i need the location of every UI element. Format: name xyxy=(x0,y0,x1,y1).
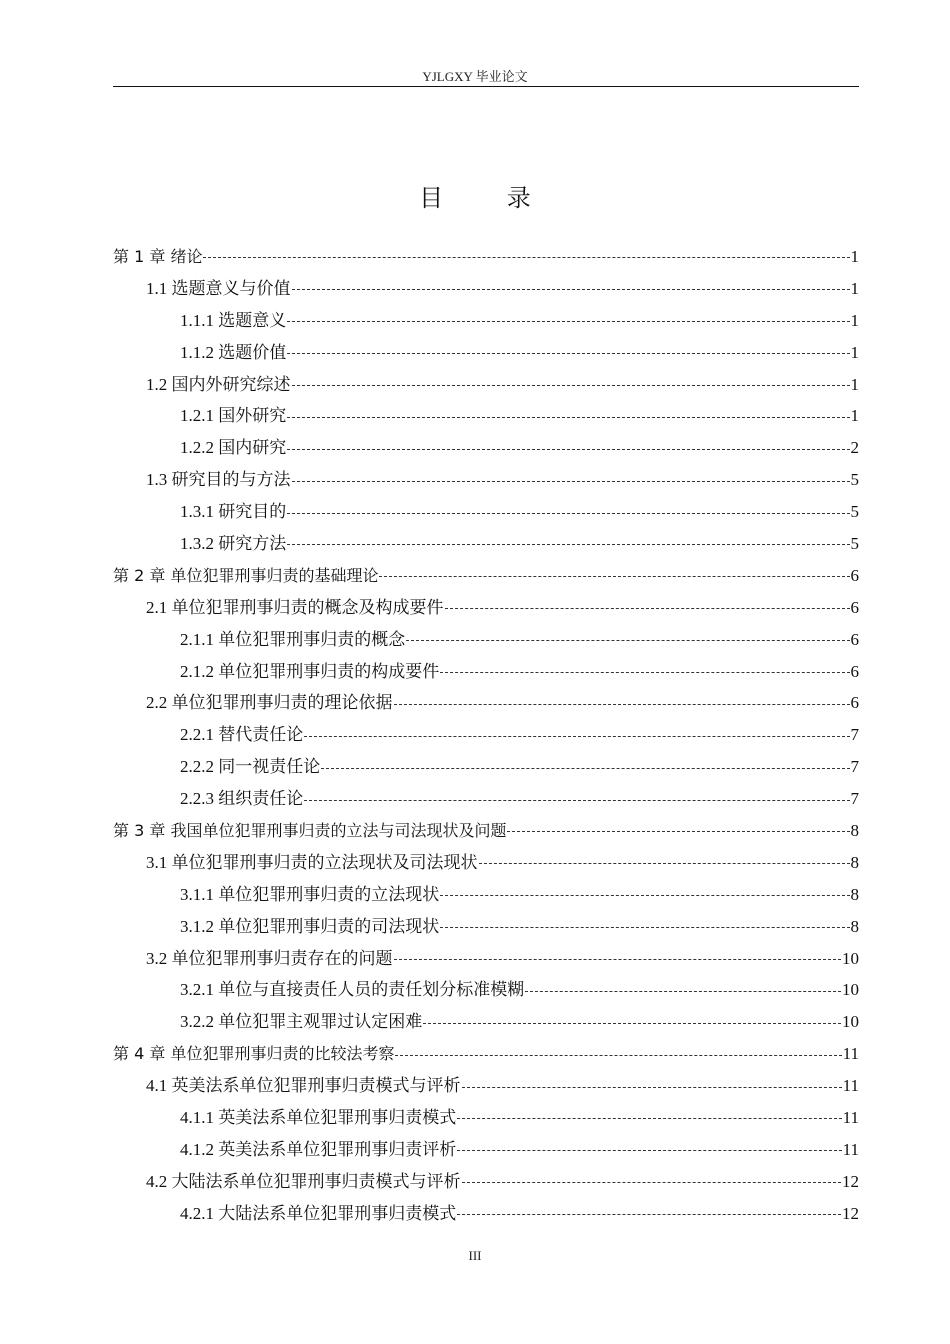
toc-entry[interactable] xyxy=(113,400,859,432)
toc-leader-line xyxy=(321,768,849,769)
toc-entry-title: 第 1 章 绪论 xyxy=(113,247,203,266)
page-number: III xyxy=(468,1248,482,1263)
toc-entry[interactable] xyxy=(113,528,859,560)
toc-leader-line xyxy=(287,353,849,354)
toc-entry-page: 10 xyxy=(842,1012,859,1032)
toc-entry[interactable] xyxy=(113,719,859,751)
toc-entry-title: 1.3.2 研究方法 xyxy=(180,534,287,554)
toc-entry-title: 1.2.1 国外研究 xyxy=(180,406,287,426)
toc-entry-page: 8 xyxy=(850,916,859,936)
toc-title: 目 录 xyxy=(419,184,559,212)
toc-leader-line xyxy=(304,800,849,801)
toc-leader-line xyxy=(440,927,849,928)
toc-entry[interactable] xyxy=(113,879,859,911)
toc-entry-page: 8 xyxy=(850,884,859,904)
toc-entry[interactable] xyxy=(113,815,859,847)
toc-entry-page: 1 xyxy=(850,310,859,330)
toc-entry[interactable] xyxy=(113,305,859,337)
toc-entry-page: 10 xyxy=(842,980,859,1000)
toc-entry-title: 1.3.1 研究目的 xyxy=(180,502,287,522)
toc-leader-line xyxy=(462,1182,842,1183)
toc-leader-line xyxy=(292,481,850,482)
toc-entry-title: 3.2.1 单位与直接责任人员的责任划分标准模糊 xyxy=(180,980,525,1000)
toc-entry-title: 2.2.3 组织责任论 xyxy=(180,789,304,809)
toc-entry-title: 4.1 英美法系单位犯罪刑事归责模式与评析 xyxy=(146,1076,461,1096)
toc-entry-page: 12 xyxy=(842,1203,859,1223)
toc-entry-page: 1 xyxy=(850,374,859,394)
toc-entry[interactable] xyxy=(113,943,859,975)
toc-entry-page: 6 xyxy=(850,597,859,617)
toc-entry-title: 2.2 单位犯罪刑事归责的理论依据 xyxy=(146,693,393,713)
toc-entry-title: 3.2 单位犯罪刑事归责存在的问题 xyxy=(146,948,393,968)
toc-entry-title: 2.1.2 单位犯罪刑事归责的构成要件 xyxy=(180,661,440,681)
toc-entry-title: 3.1.1 单位犯罪刑事归责的立法现状 xyxy=(180,884,440,904)
toc-leader-line xyxy=(287,513,849,514)
toc-leader-line xyxy=(203,257,849,258)
toc-leader-line xyxy=(445,608,850,609)
toc-entry-title: 2.1.1 单位犯罪刑事归责的概念 xyxy=(180,629,406,649)
toc-entry-title: 4.1.2 英美法系单位犯罪刑事归责评析 xyxy=(180,1139,457,1159)
toc-entry-page: 8 xyxy=(850,821,859,841)
toc-entry[interactable] xyxy=(113,560,859,592)
toc-entry-page: 10 xyxy=(842,948,859,968)
toc-entry-title: 3.1.2 单位犯罪刑事归责的司法现状 xyxy=(180,916,440,936)
toc-entry[interactable] xyxy=(113,464,859,496)
toc-leader-line xyxy=(394,704,850,705)
toc-entry[interactable] xyxy=(113,974,859,1006)
toc-entry-page: 8 xyxy=(850,852,859,872)
toc-leader-line xyxy=(406,640,849,641)
toc-leader-line xyxy=(394,959,842,960)
toc-entry-page: 5 xyxy=(850,534,859,554)
toc-entry[interactable] xyxy=(113,1166,859,1198)
toc-entry-page: 11 xyxy=(842,1139,859,1159)
toc-entry-page: 6 xyxy=(850,629,859,649)
toc-leader-line xyxy=(287,544,849,545)
toc-entry-page: 1 xyxy=(850,278,859,298)
toc-entry[interactable] xyxy=(113,624,859,656)
toc-entry-title: 1.3 研究目的与方法 xyxy=(146,470,291,490)
toc-entry[interactable] xyxy=(113,432,859,464)
table-of-contents xyxy=(113,241,859,1230)
toc-entry[interactable] xyxy=(113,911,859,943)
toc-entry-title: 第 4 章 单位犯罪刑事归责的比较法考察 xyxy=(113,1044,395,1064)
toc-entry-title: 2.2.1 替代责任论 xyxy=(180,725,304,745)
toc-entry[interactable] xyxy=(113,592,859,624)
toc-entry-title: 第 2 章 单位犯罪刑事归责的基础理论 xyxy=(113,565,379,585)
toc-entry-page: 7 xyxy=(850,725,859,745)
toc-entry[interactable] xyxy=(113,656,859,688)
toc-entry-title: 1.1 选题意义与价值 xyxy=(146,278,291,298)
toc-entry[interactable] xyxy=(113,1134,859,1166)
toc-leader-line xyxy=(395,1055,841,1056)
toc-entry-page: 6 xyxy=(850,693,859,713)
toc-entry-title: 3.2.2 单位犯罪主观罪过认定困难 xyxy=(180,1012,423,1032)
toc-entry[interactable] xyxy=(113,1038,859,1070)
toc-leader-line xyxy=(423,1023,841,1024)
toc-entry-title: 1.1.2 选题价值 xyxy=(180,342,287,362)
toc-leader-line xyxy=(457,1118,841,1119)
toc-entry[interactable] xyxy=(113,337,859,369)
toc-leader-line xyxy=(287,417,849,418)
toc-entry[interactable] xyxy=(113,783,859,815)
toc-entry[interactable] xyxy=(113,751,859,783)
toc-entry-page: 11 xyxy=(842,1044,859,1064)
toc-entry-title: 4.2.1 大陆法系单位犯罪刑事归责模式 xyxy=(180,1203,457,1223)
toc-entry-page: 11 xyxy=(842,1076,859,1096)
toc-entry[interactable] xyxy=(113,496,859,528)
toc-entry-page: 6 xyxy=(850,565,859,585)
toc-entry-page: 1 xyxy=(850,406,859,426)
toc-leader-line xyxy=(479,863,850,864)
toc-leader-line xyxy=(304,736,849,737)
toc-leader-line xyxy=(507,831,849,832)
toc-entry-title: 4.1.1 英美法系单位犯罪刑事归责模式 xyxy=(180,1108,457,1128)
toc-entry[interactable] xyxy=(113,369,859,401)
toc-entry-title: 1.1.1 选题意义 xyxy=(180,310,287,330)
toc-leader-line xyxy=(440,672,849,673)
toc-leader-line xyxy=(462,1087,842,1088)
toc-entry[interactable] xyxy=(113,687,859,719)
toc-entry[interactable] xyxy=(113,1102,859,1134)
toc-leader-line xyxy=(440,895,849,896)
toc-entry-page: 5 xyxy=(850,470,859,490)
toc-entry-page: 2 xyxy=(850,438,859,458)
toc-leader-line xyxy=(379,576,849,577)
toc-entry-page: 1 xyxy=(850,247,859,266)
toc-entry-page: 5 xyxy=(850,502,859,522)
toc-entry[interactable] xyxy=(113,273,859,305)
header-divider xyxy=(113,86,859,87)
toc-leader-line xyxy=(457,1150,841,1151)
toc-entry-page: 7 xyxy=(850,789,859,809)
toc-entry-title: 2.2.2 同一视责任论 xyxy=(180,757,321,777)
toc-entry[interactable] xyxy=(113,847,859,879)
toc-entry-title: 4.2 大陆法系单位犯罪刑事归责模式与评析 xyxy=(146,1171,461,1191)
toc-entry[interactable] xyxy=(113,241,859,273)
toc-leader-line xyxy=(292,289,850,290)
toc-entry-page: 1 xyxy=(850,342,859,362)
toc-entry-page: 12 xyxy=(842,1171,859,1191)
toc-entry-title: 3.1 单位犯罪刑事归责的立法现状及司法现状 xyxy=(146,852,478,872)
toc-leader-line xyxy=(457,1214,841,1215)
toc-entry-title: 1.2 国内外研究综述 xyxy=(146,374,291,394)
toc-entry-page: 6 xyxy=(850,661,859,681)
toc-entry-page: 11 xyxy=(842,1108,859,1128)
page-header: YJLGXY 毕业论文 xyxy=(422,69,528,84)
toc-leader-line xyxy=(525,991,841,992)
toc-entry-page: 7 xyxy=(850,757,859,777)
toc-entry-title: 第 3 章 我国单位犯罪刑事归责的立法与司法现状及问题 xyxy=(113,821,507,841)
toc-entry[interactable] xyxy=(113,1070,859,1102)
toc-leader-line xyxy=(287,321,849,322)
toc-entry-title: 1.2.2 国内研究 xyxy=(180,438,287,458)
toc-entry[interactable] xyxy=(113,1198,859,1230)
toc-leader-line xyxy=(287,449,849,450)
toc-leader-line xyxy=(292,385,850,386)
toc-entry-title: 2.1 单位犯罪刑事归责的概念及构成要件 xyxy=(146,597,444,617)
toc-entry[interactable] xyxy=(113,1006,859,1038)
